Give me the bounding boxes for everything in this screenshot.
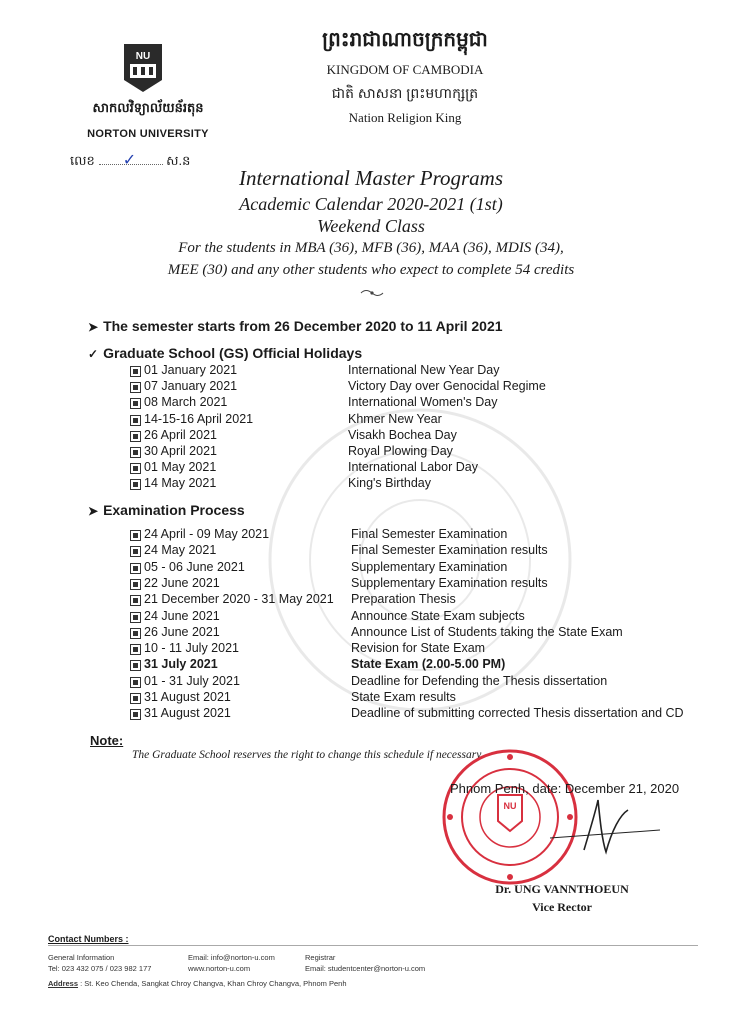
checkbox-bullet-icon xyxy=(130,530,141,541)
place-and-date: Phnom Penh, date: December 21, 2020 xyxy=(450,781,680,796)
reference-prefix: លេខ xyxy=(70,153,95,168)
holiday-date: 01 January 2021 xyxy=(144,363,238,377)
general-info-tel: Tel: 023 432 075 / 023 982 177 xyxy=(48,964,152,973)
exam-event: Announce List of Students taking the State Exam xyxy=(351,624,623,639)
exam-event: Revision for State Exam xyxy=(351,641,486,656)
checkbox-bullet-icon xyxy=(130,612,141,623)
check-bullet-icon: ✓ xyxy=(88,347,99,361)
checkbox-bullet-icon xyxy=(130,579,141,590)
university-logo xyxy=(122,42,164,94)
exam-event: State Exam results xyxy=(351,690,456,704)
national-motto-khmer: ជាតិ សាសនា ព្រះមហាក្សត្រ xyxy=(331,85,479,101)
exam-row xyxy=(130,674,690,690)
exam-date: 10 - 11 July 2021 xyxy=(144,641,239,656)
exam-date: 24 June 2021 xyxy=(144,608,220,623)
students-line-2: MEE (30) and any other students who expect to complete 54 credits xyxy=(167,262,575,278)
exam-date: 24 May 2021 xyxy=(144,543,217,558)
checkbox-bullet-icon xyxy=(130,693,141,704)
address-line xyxy=(48,979,347,988)
exam-event: Preparation Thesis xyxy=(351,592,456,607)
exam-date: 22 June 2021 xyxy=(144,575,220,590)
exam-date: 26 June 2021 xyxy=(144,624,220,639)
exam-row xyxy=(130,527,690,543)
holiday-row xyxy=(130,444,690,460)
program-title: International Master Programs xyxy=(238,166,504,190)
exam-event: Deadline of submitting corrected Thesis dissertation and CD xyxy=(351,706,684,721)
svg-text:NU: NU xyxy=(503,801,517,811)
calendar-title: Academic Calendar 2020-2021 (1st) xyxy=(239,194,503,214)
checkbox-bullet-icon xyxy=(130,479,141,490)
info-email: Email: info@norton-u.com xyxy=(188,953,275,962)
exam-row xyxy=(130,576,690,592)
holiday-event: Victory Day over Genocidal Regime xyxy=(348,379,546,394)
class-title: Weekend Class xyxy=(317,216,425,236)
students-line-1: For the students in MBA (36), MFB (36), MAA (36), MDIS (34), xyxy=(178,240,564,256)
exam-row xyxy=(130,657,690,673)
exam-event: Supplementary Examination xyxy=(351,559,508,574)
registrar-label: Registrar xyxy=(305,953,336,962)
exam-event: Announce State Exam subjects xyxy=(351,608,525,623)
note-text: The Graduate School reserves the right to change this schedule if necessary. xyxy=(132,749,484,761)
semester-text: The semester starts from 26 December 2020 to 11 April 2021 xyxy=(103,318,503,334)
holiday-date: 14 May 2021 xyxy=(144,476,217,491)
exam-date: 24 April - 09 May 2021 xyxy=(144,527,270,541)
holiday-row xyxy=(130,379,690,395)
checkbox-bullet-icon xyxy=(130,447,141,458)
exam-event: Supplementary Examination results xyxy=(351,575,548,590)
exam-row xyxy=(130,641,690,657)
holidays-heading-text: Graduate School (GS) Official Holidays xyxy=(103,345,363,361)
holiday-row xyxy=(130,363,690,379)
arrow-bullet-icon: ➤ xyxy=(88,320,99,334)
svg-text:NU: NU xyxy=(135,51,151,62)
note-label: Note: xyxy=(90,733,124,748)
checkbox-bullet-icon xyxy=(130,463,141,474)
exam-date: 01 - 31 July 2021 xyxy=(144,673,240,688)
arrow-bullet-icon: ➤ xyxy=(88,504,99,518)
kingdom-title-khmer: ព្រះរាជាណាចក្រកម្ពុជា xyxy=(322,29,488,51)
checkbox-bullet-icon xyxy=(130,660,141,671)
checkbox-bullet-icon xyxy=(130,398,141,409)
exam-event: State Exam (2.00-5.00 PM) xyxy=(351,657,506,672)
website-link: www.norton-u.com xyxy=(188,964,251,973)
checkbox-bullet-icon xyxy=(130,709,141,720)
holiday-row xyxy=(130,395,690,411)
checkbox-bullet-icon xyxy=(130,677,141,688)
handwritten-signature xyxy=(540,790,670,860)
exam-date: 05 - 06 June 2021 xyxy=(144,559,245,574)
holiday-row xyxy=(130,476,690,492)
holiday-row xyxy=(130,460,690,476)
checkbox-bullet-icon xyxy=(130,415,141,426)
exam-row xyxy=(130,560,690,576)
ornament-divider-icon xyxy=(360,287,384,299)
signatory-name: Dr. UNG VANNTHOEUN xyxy=(495,882,629,896)
exam-date: 31 August 2021 xyxy=(144,706,231,721)
exam-row xyxy=(130,625,690,641)
holiday-row xyxy=(130,428,690,444)
exam-row xyxy=(130,706,690,722)
checkbox-bullet-icon xyxy=(130,431,141,442)
checkbox-bullet-icon xyxy=(130,644,141,655)
holiday-event: Visakh Bochea Day xyxy=(348,427,457,442)
signatory-title: Vice Rector xyxy=(532,900,592,914)
exam-date: 31 July 2021 xyxy=(144,657,218,672)
reference-suffix: ស.ន xyxy=(166,153,191,168)
exam-event: Final Semester Examination xyxy=(351,527,508,541)
holiday-event: Royal Plowing Day xyxy=(348,444,453,458)
check-mark-icon: ✓ xyxy=(122,152,137,169)
checkbox-bullet-icon xyxy=(130,366,141,377)
checkbox-bullet-icon xyxy=(130,546,141,557)
footer-divider xyxy=(48,945,698,946)
exam-heading xyxy=(88,502,245,518)
address-text: : St. Keo Chenda, Sangkat Chroy Changva, Khan Chroy Changva, Phnom Penh xyxy=(80,979,347,988)
holidays-heading xyxy=(88,345,362,361)
general-info-label: General Information xyxy=(48,953,115,962)
checkbox-bullet-icon xyxy=(130,382,141,393)
holiday-row xyxy=(130,412,690,428)
holiday-date: 14-15-16 April 2021 xyxy=(144,411,254,426)
checkbox-bullet-icon xyxy=(130,628,141,639)
holiday-event: International Women's Day xyxy=(348,395,498,410)
university-name: NORTON UNIVERSITY xyxy=(87,128,209,140)
exam-event: Deadline for Defending the Thesis dissertation xyxy=(351,673,608,688)
exam-row xyxy=(130,592,690,608)
holiday-date: 26 April 2021 xyxy=(144,427,217,442)
exam-row xyxy=(130,609,690,625)
exam-heading-text: Examination Process xyxy=(103,502,245,518)
holiday-date: 07 January 2021 xyxy=(144,379,238,394)
holiday-date: 01 May 2021 xyxy=(144,460,217,475)
holiday-date: 08 March 2021 xyxy=(144,395,228,410)
holiday-event: King's Birthday xyxy=(348,476,431,491)
semester-period xyxy=(88,318,503,334)
exam-row xyxy=(130,543,690,559)
university-name-khmer: សាកលវិទ្យាល័យន័រតុន xyxy=(92,100,204,115)
registrar-email: Email: studentcenter@norton-u.com xyxy=(305,964,426,973)
address-label: Address xyxy=(48,979,79,988)
checkbox-bullet-icon xyxy=(130,563,141,574)
checkbox-bullet-icon xyxy=(130,595,141,606)
holiday-event: Khmer New Year xyxy=(348,411,442,426)
holiday-date: 30 April 2021 xyxy=(144,444,217,458)
holiday-event: International New Year Day xyxy=(348,363,500,377)
exam-date: 21 December 2020 - 31 May 2021 xyxy=(144,592,334,607)
exam-row xyxy=(130,690,690,706)
exam-event: Final Semester Examination results xyxy=(351,543,548,558)
kingdom-title: KINGDOM OF CAMBODIA xyxy=(326,62,484,77)
holiday-event: International Labor Day xyxy=(348,460,478,475)
contact-heading: Contact Numbers : xyxy=(48,934,129,944)
exam-date: 31 August 2021 xyxy=(144,690,231,704)
national-motto: Nation Religion King xyxy=(348,110,462,125)
